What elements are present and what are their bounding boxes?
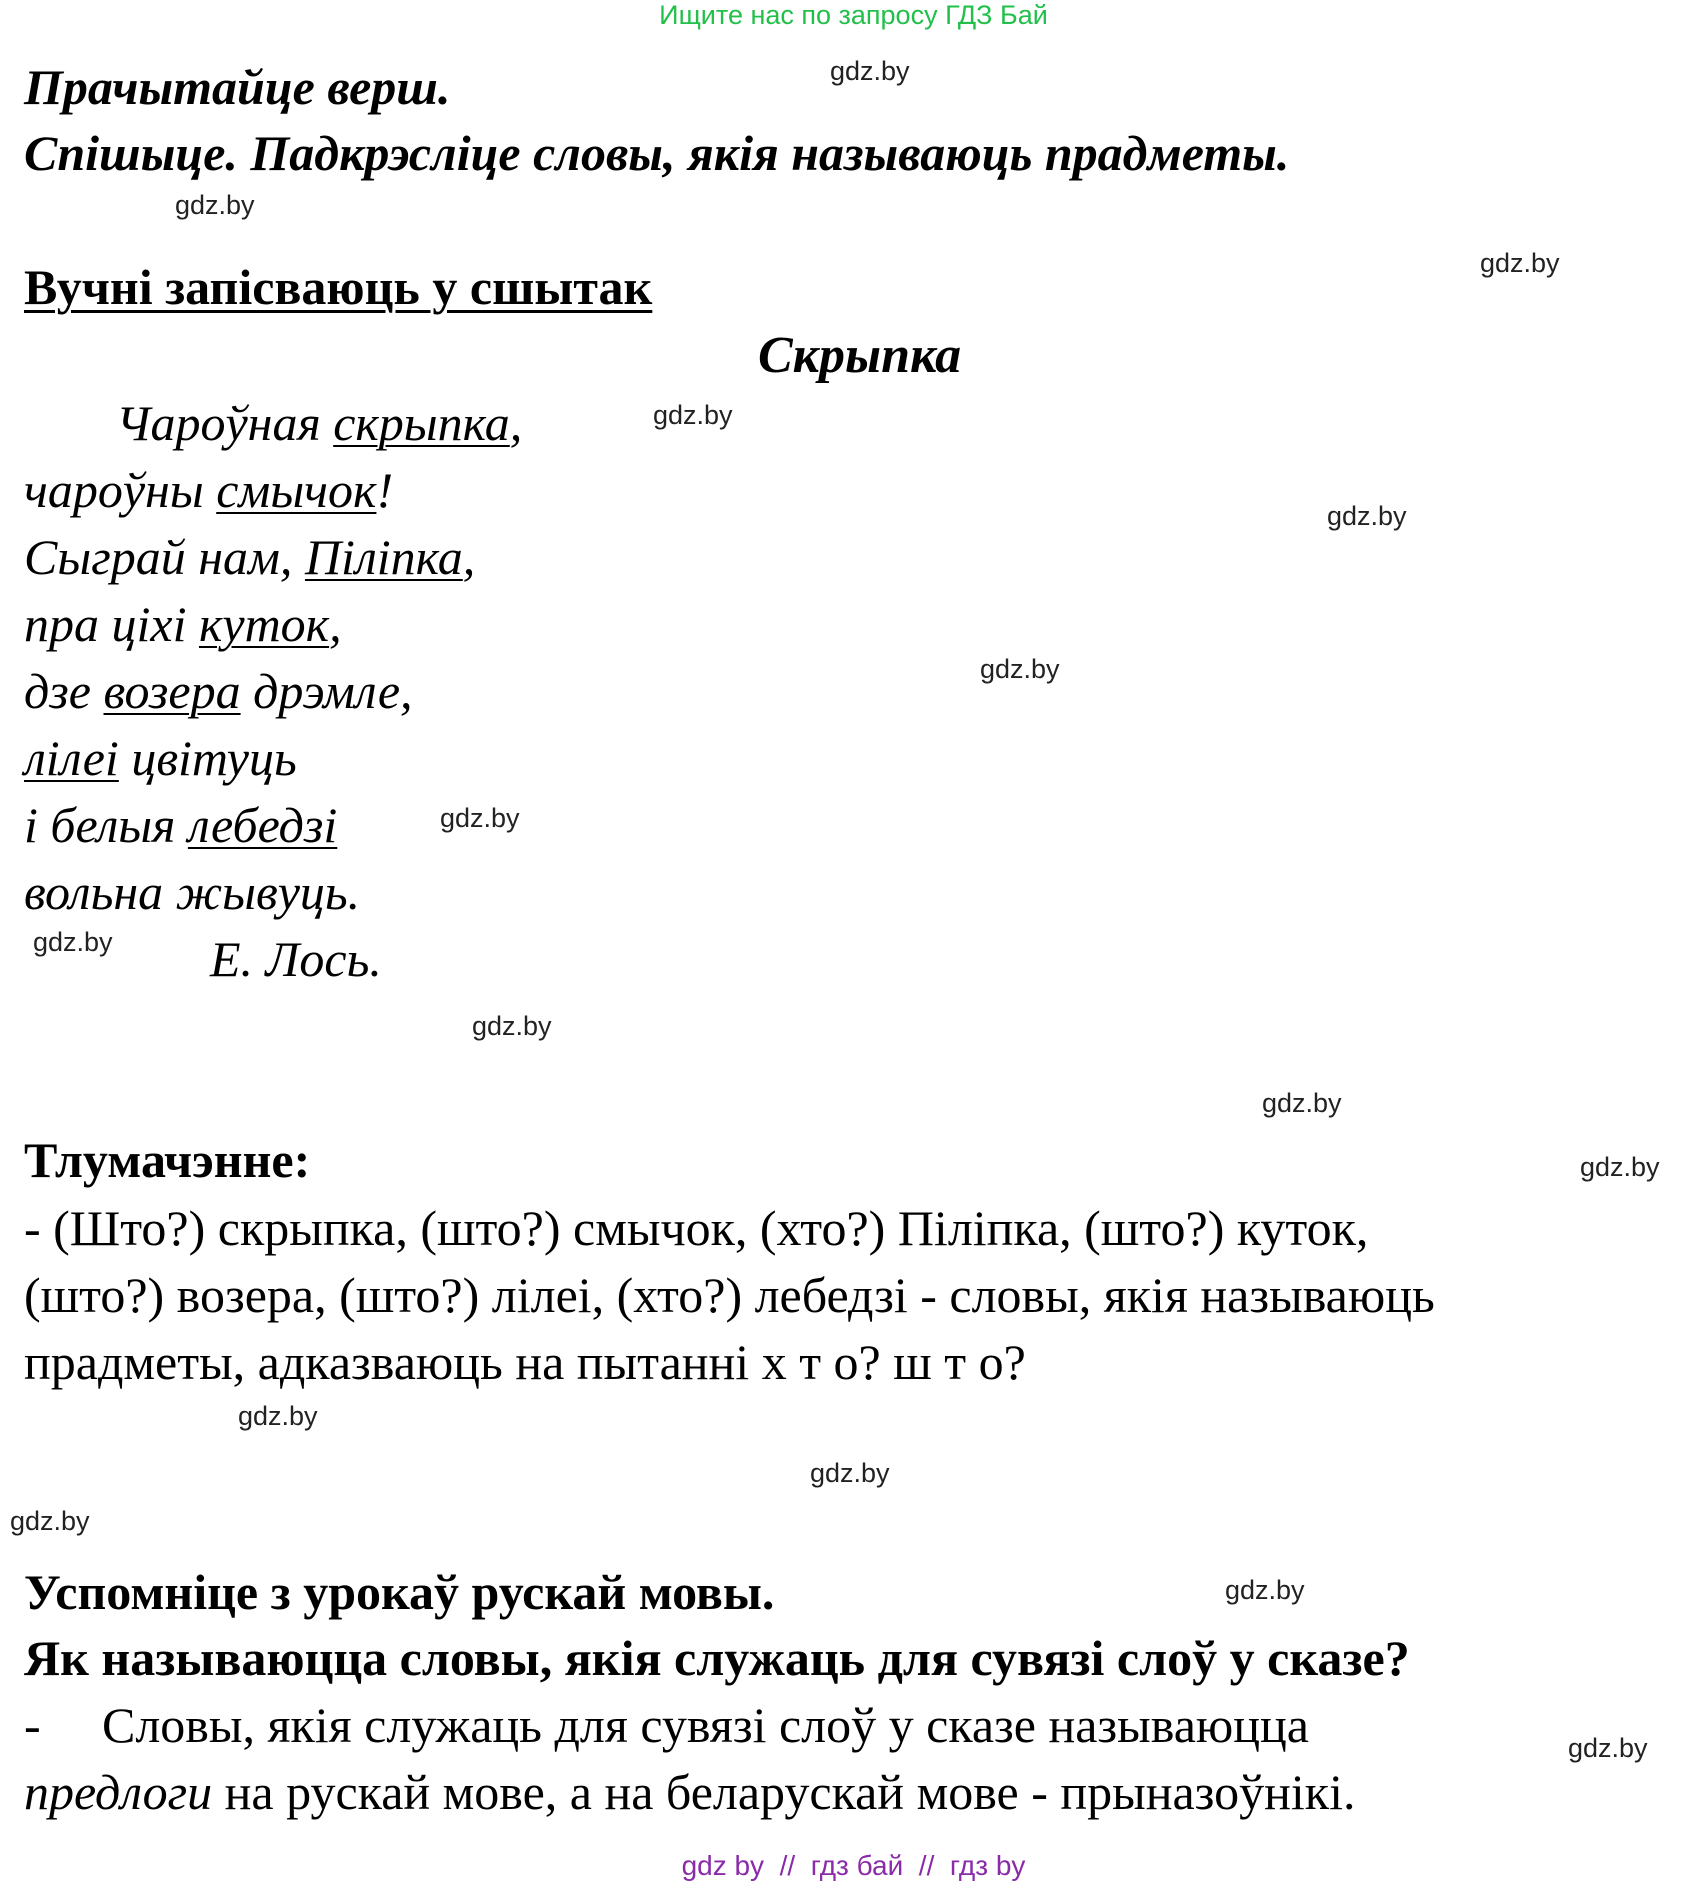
- watermark: gdz.by: [33, 927, 113, 957]
- underlined-noun: лебедзі: [187, 797, 338, 853]
- answer-dash: -: [24, 1697, 41, 1753]
- poem-title: Скрыпка: [758, 327, 962, 384]
- underlined-noun: лілеі: [24, 730, 119, 786]
- watermark: gdz.by: [440, 803, 520, 833]
- watermark: gdz.by: [653, 400, 733, 430]
- watermark: gdz.by: [980, 654, 1060, 684]
- underlined-noun: возера: [103, 663, 241, 719]
- underlined-noun: Піліпка: [304, 529, 463, 585]
- watermark: gdz.by: [1225, 1575, 1305, 1605]
- poem-line: пра ціхі куток,: [24, 596, 342, 652]
- poem-line: вольна жывуць.: [24, 864, 361, 920]
- watermark: gdz.by: [175, 190, 255, 220]
- footer-links: gdz by // гдз бай // гдз by: [681, 1850, 1026, 1881]
- poem-line: дзе возера дрэмле,: [24, 663, 413, 719]
- watermark: gdz.by: [1580, 1152, 1660, 1182]
- watermark: gdz.by: [830, 56, 910, 86]
- answer-line-1: Словы, якія служаць для сувязі слоў у сказе называюцца: [102, 1697, 1309, 1753]
- underlined-noun: куток: [198, 596, 330, 652]
- watermark: gdz.by: [472, 1011, 552, 1041]
- explanation-heading: Тлумачэнне:: [24, 1132, 311, 1188]
- underlined-noun: смычок: [216, 462, 377, 518]
- explanation-line: (што?) возера, (што?) лілеі, (хто?) лебедзі - словы, якія называюць: [24, 1267, 1435, 1323]
- watermark: gdz.by: [1568, 1733, 1648, 1763]
- poem-line: і белыя лебедзі: [24, 797, 338, 853]
- poem-line: Чароўная скрыпка,: [116, 395, 523, 451]
- question-line-1: Успомніце з урокаў рускай мовы.: [24, 1564, 775, 1620]
- underlined-noun: скрыпка: [333, 395, 510, 451]
- poem-line: лілеі цвітуць: [24, 730, 297, 786]
- watermark: gdz.by: [238, 1401, 318, 1431]
- poem-author: Е. Лось.: [210, 931, 382, 987]
- watermark: gdz.by: [1262, 1088, 1342, 1118]
- search-banner: Ищите нас по запросу ГДЗ Бай: [659, 0, 1048, 30]
- answer-line-2: предлоги на рускай мове, а на беларускай мове - прыназоўнікі.: [24, 1764, 1356, 1820]
- task-line-1: Прачытайце верш.: [24, 59, 451, 115]
- explanation-line: - (Што?) скрыпка, (што?) смычок, (хто?) Піліпка, (што?) куток,: [24, 1200, 1369, 1256]
- answer-term: предлоги: [24, 1764, 213, 1820]
- question-line-2: Як называюцца словы, якія служаць для сувязі слоў у сказе?: [24, 1630, 1410, 1686]
- task-line-2: Спішыце. Падкрэсліце словы, якія называюць прадметы.: [24, 125, 1290, 181]
- watermark: gdz.by: [810, 1458, 890, 1488]
- poem-line: чароўны смычок!: [24, 462, 394, 518]
- watermark: gdz.by: [10, 1506, 90, 1536]
- section-title: Вучні запісваюць у сшытак: [24, 259, 653, 315]
- poem-line: Сыграй нам, Піліпка,: [24, 529, 476, 585]
- explanation-line: прадметы, адказваюць на пытанні х т о? ш т о?: [24, 1334, 1026, 1390]
- watermark: gdz.by: [1327, 501, 1407, 531]
- watermark: gdz.by: [1480, 248, 1560, 278]
